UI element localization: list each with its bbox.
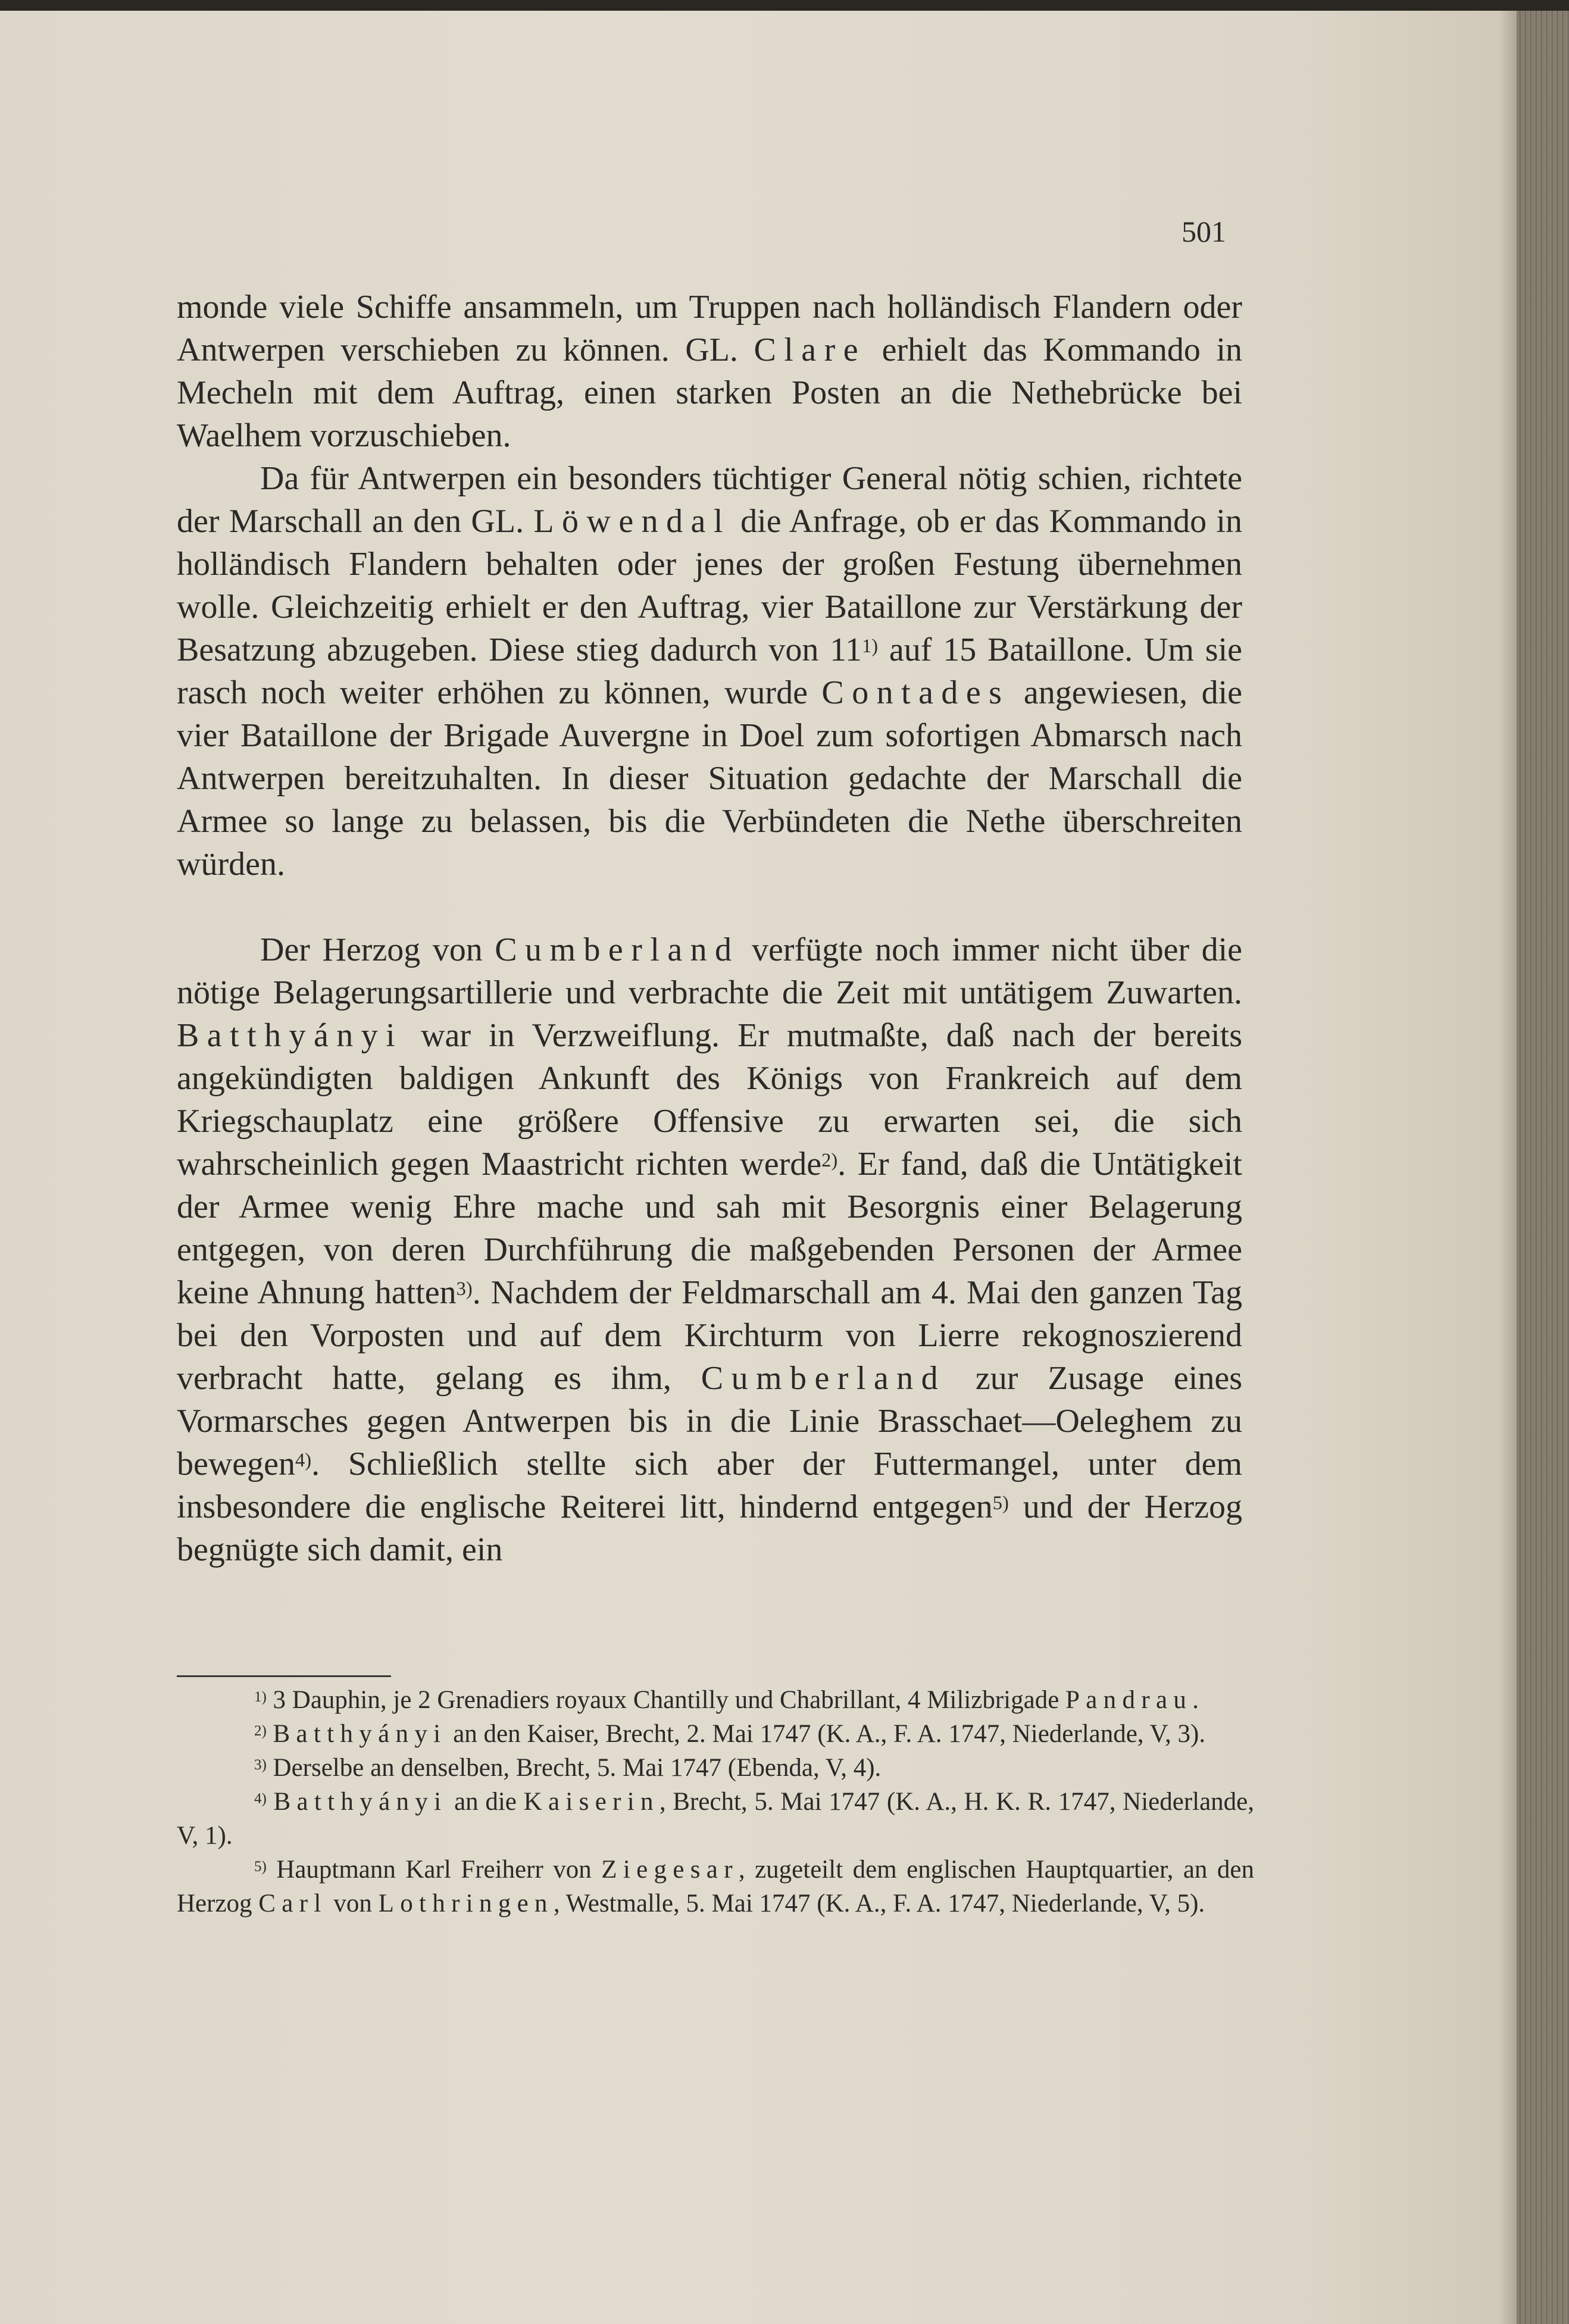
text-run: , Brecht, 5. Mai 1747 (K. A., H. K. R. 1747, Niederlande, V, 1).: [177, 1788, 1255, 1850]
page-gutter-shadow: [1499, 11, 1519, 2324]
text-run: . Nachdem der Feldmarschall am 4. Mai den ganzen Tag bei den Vorposten und auf dem Kirchturm von Lierre rekognoszierend verbracht hatte, gelang es ihm,: [177, 1274, 1243, 1397]
text-run: Da für Antwerpen ein besonders tüchtiger General nötig schien, richtete der Marschall an den GL.: [177, 460, 1242, 540]
text-run: auf 15 Bataillone. Um sie rasch noch weiter erhöhen zu können, wurde: [177, 631, 1242, 711]
text-run: . Er fand, daß die Untätigkeit der Armee wenig Ehre mache und sah mit Besorgnis einer Belagerung entgegen, von deren Durchführung die maßgebenden Personen der Armee keine Ahnung hatten: [177, 1146, 1242, 1311]
footnote-3: [177, 1751, 1254, 1785]
footnote-marker: 3): [254, 1757, 267, 1774]
text-run: [267, 1720, 273, 1748]
footnote-marker: 5): [254, 1859, 267, 1875]
page-block-edge: [1517, 11, 1569, 2324]
footnote-ref-3: 3): [456, 1278, 473, 1300]
spaced-name-cumberland: Cumberland: [495, 931, 740, 968]
spaced-name-clare: Clare: [754, 331, 866, 368]
footnote-ref-4: 4): [295, 1449, 312, 1471]
text-run: von: [327, 1890, 379, 1918]
footnote-marker: 2): [254, 1723, 267, 1740]
text-run: . Schließlich stellte sich aber der Futtermangel, unter dem insbesondere die englische Reiterei litt, hindernd entgegen: [177, 1446, 1242, 1525]
footnote-ref-2: 2): [821, 1149, 838, 1171]
spaced-name-lothringen: Lothringen: [378, 1890, 554, 1918]
spaced-name-cumberland: Cumberland: [701, 1360, 946, 1397]
spaced-name-kaiserin: Kaiserin: [523, 1788, 660, 1816]
footnote-ref-5: 5): [992, 1492, 1009, 1514]
text-run: an den Kaiser, Brecht, 2. Mai 1747 (K. A., F. A. 1747, Niederlande, V, 3).: [446, 1720, 1206, 1748]
page-number: 501: [1182, 215, 1226, 248]
text-run: zur Zusage eines Vormarsches gegen Antwerpen bis in die Linie Brasschaet—Oeleghem zu bewegen: [177, 1360, 1242, 1482]
spaced-name-batthyanyi: Batthyányi: [273, 1788, 448, 1816]
footnote-marker: 4): [254, 1791, 267, 1807]
text-run: und der Herzog begnügte sich damit, ein: [177, 1488, 1242, 1568]
footnote-ref-1: 1): [862, 635, 879, 657]
text-run: verfügte noch immer nicht über die nötige Belagerungsartillerie und verbrachte die Zeit mit untätigem Zuwarten.: [177, 931, 1243, 1011]
text-run: Der Herzog von: [260, 931, 495, 968]
text-run: , zugeteilt dem englischen Hauptquartier, an den Herzog: [177, 1856, 1255, 1918]
spaced-name-loewendal: Löwendal: [533, 503, 731, 540]
spaced-name-contades: Contades: [821, 674, 1010, 711]
footnote-separator: [177, 1675, 391, 1677]
text-run: 3 Dauphin, je 2 Grenadiers royaux Chantilly und Chabrillant, 4 Milizbrigade: [266, 1686, 1066, 1714]
spaced-name-pandrau: Pandrau: [1065, 1686, 1193, 1714]
text-run: Derselbe an denselben, Brecht, 5. Mai 1747 (Ebenda, V, 4).: [266, 1754, 882, 1782]
paragraph-2: [177, 457, 1242, 886]
footnote-1: [177, 1683, 1254, 1717]
footnote-5: [177, 1853, 1254, 1920]
text-run: an die: [447, 1788, 524, 1816]
scan-top-border: [0, 0, 1569, 11]
footnotes: [177, 1683, 1254, 1920]
text-run: Hauptmann Karl Freiherr von: [266, 1856, 602, 1884]
spaced-name-carl: Carl: [258, 1890, 327, 1918]
text-run: [267, 1788, 274, 1816]
text-run: die Anfrage, ob er das Kommando in holländisch Flandern behalten oder jenes der großen Festung übernehmen wolle. Gleichzeitig erhielt er den Auftrag, vier Bataillone zur Verstärkung der Besatzung abzugeben. Diese stieg dadurch von 11: [177, 503, 1242, 668]
spaced-name-batthyanyi: Batthyányi: [273, 1720, 447, 1748]
spaced-name-batthyanyi: Batthyányi: [177, 1017, 404, 1054]
text-run: .: [1192, 1686, 1199, 1714]
paragraph-1: [177, 286, 1242, 457]
text-run: war in Verzweiflung. Er mutmaßte, daß nach der bereits angekündigten baldigen Ankunft des Königs von Frankreich auf dem Kriegschauplatz eine größere Offensive zu erwarten sei, die sich wahrscheinlich gegen Maastricht richten werde: [177, 1017, 1242, 1183]
text-run: , Westmalle, 5. Mai 1747 (K. A., F. A. 1747, Niederlande, V, 5).: [553, 1890, 1205, 1918]
paragraph-3: [177, 928, 1242, 1571]
text-run: monde viele Schiffe ansammeln, um Truppen nach holländisch Flandern oder Antwerpen verschieben zu können. GL.: [177, 289, 1242, 368]
text-run: angewiesen, die vier Bataillone der Brigade Auvergne in Doel zum sofortigen Abmarsch nach Antwerpen bereitzuhalten. In dieser Situation gedachte der Marschall die Armee so lange zu belassen, bis die Verbündeten die Nethe überschreiten würden.: [177, 674, 1242, 883]
footnote-marker: 1): [254, 1689, 267, 1706]
spaced-name-ziegesar: Ziegesar: [601, 1856, 739, 1884]
footnote-2: [177, 1717, 1254, 1751]
footnote-4: [177, 1785, 1254, 1853]
body-text: [177, 286, 1242, 1571]
text-run: erhielt das Kommando in Mecheln mit dem Auftrag, einen starken Posten an die Nethebrücke bei Waelhem vorzuschieben.: [177, 331, 1242, 454]
